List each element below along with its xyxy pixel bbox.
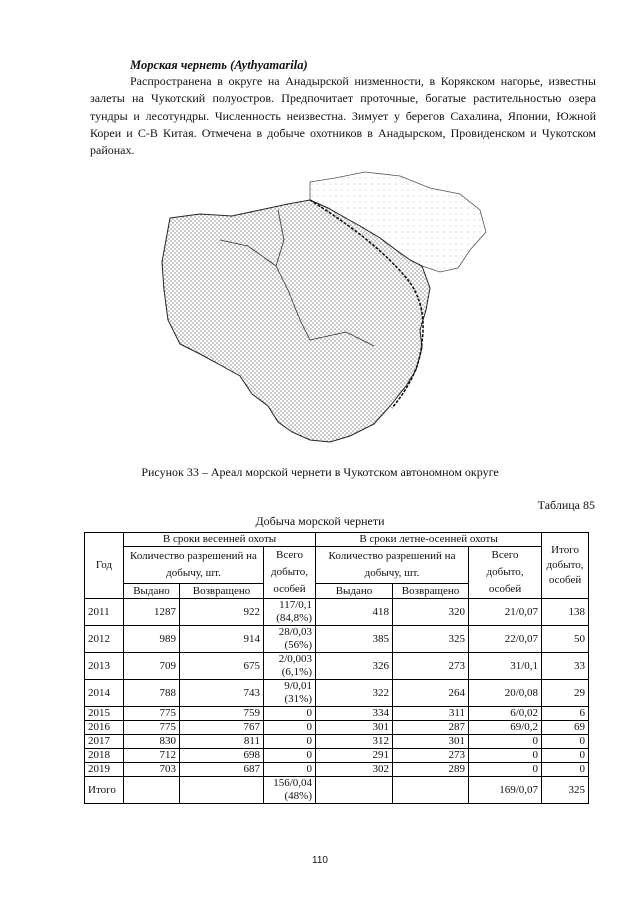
harvest-table	[84, 532, 589, 804]
range-map	[160, 170, 490, 460]
cell-spring-issued: 775	[124, 721, 180, 735]
page-number: 110	[312, 855, 328, 866]
cell-total: 50	[542, 626, 589, 653]
header-total: Итого добыто, особей	[542, 533, 589, 599]
cell-spring-returned: 759	[180, 707, 264, 721]
cell-autumn-returned: 325	[393, 626, 469, 653]
cell-autumn-issued	[316, 777, 393, 804]
cell-spring-issued: 709	[124, 653, 180, 680]
cell-total: 33	[542, 653, 589, 680]
cell-autumn-returned: 287	[393, 721, 469, 735]
table-title: Добыча морской чернети	[255, 514, 385, 528]
cell-spring-returned: 811	[180, 735, 264, 749]
cell-year: 2014	[85, 680, 124, 707]
cell-spring-harvest: 0	[264, 721, 316, 735]
cell-autumn-harvest: 22/0,07	[469, 626, 542, 653]
cell-autumn-harvest: 0	[469, 749, 542, 763]
cell-spring-harvest: 0	[264, 735, 316, 749]
cell-autumn-harvest: 31/0,1	[469, 653, 542, 680]
cell-autumn-returned: 311	[393, 707, 469, 721]
cell-total: 6	[542, 707, 589, 721]
cell-spring-returned: 767	[180, 721, 264, 735]
cell-year: 2017	[85, 735, 124, 749]
header-year: Год	[85, 533, 124, 599]
cell-year: 2011	[85, 599, 124, 626]
cell-autumn-issued: 301	[316, 721, 393, 735]
cell-spring-issued: 775	[124, 707, 180, 721]
header-returned-spring: Возвращено	[180, 584, 264, 599]
cell-autumn-harvest: 69/0,2	[469, 721, 542, 735]
table-label: Таблица 85	[537, 498, 595, 512]
cell-spring-issued: 830	[124, 735, 180, 749]
cell-total: 138	[542, 599, 589, 626]
cell-spring-harvest: 28/0,03 (56%)	[264, 626, 316, 653]
cell-autumn-returned: 289	[393, 763, 469, 777]
cell-year: 2015	[85, 707, 124, 721]
cell-year: 2013	[85, 653, 124, 680]
species-description: Распространена в округе на Анадырской низменности, в Корякском нагорье, известны залеты на Чукотский полуостров. Предпочитает проточные, богатые растительностью озера тундры и лесотундры. Численность неизвестна. Зимует у берегов Сахалина, Японии, Южной Кореи и С-В Китая. Отмечена в добыче охотников в Анадырском, Провиденском и Чукотском районах.	[90, 74, 596, 158]
table-row-total	[85, 777, 589, 804]
cell-autumn-returned	[393, 777, 469, 804]
cell-total: 29	[542, 680, 589, 707]
cell-autumn-harvest: 20/0,08	[469, 680, 542, 707]
cell-total: 0	[542, 749, 589, 763]
table-row	[85, 707, 589, 721]
cell-spring-returned: 675	[180, 653, 264, 680]
cell-spring-returned: 687	[180, 763, 264, 777]
table-row	[85, 749, 589, 763]
species-heading: Морская чернеть (Aythyamarila)	[130, 58, 308, 72]
cell-year: 2016	[85, 721, 124, 735]
cell-spring-harvest: 0	[264, 707, 316, 721]
header-permits-autumn: Количество разрешений на добычу, шт.	[316, 547, 469, 584]
table-row	[85, 721, 589, 735]
header-returned-autumn: Возвращено	[393, 584, 469, 599]
cell-spring-issued: 1287	[124, 599, 180, 626]
cell-autumn-issued: 418	[316, 599, 393, 626]
header-issued-spring: Выдано	[124, 584, 180, 599]
table-row	[85, 626, 589, 653]
cell-autumn-harvest: 21/0,07	[469, 599, 542, 626]
cell-spring-issued: 788	[124, 680, 180, 707]
cell-spring-issued: 712	[124, 749, 180, 763]
cell-autumn-issued: 322	[316, 680, 393, 707]
header-issued-autumn: Выдано	[316, 584, 393, 599]
cell-spring-issued	[124, 777, 180, 804]
header-spring: В сроки весенней охоты	[124, 533, 316, 547]
figure-caption: Рисунок 33 – Ареал морской чернети в Чукотском автономном округе	[141, 465, 499, 479]
header-permits-spring: Количество разрешений на добычу, шт.	[124, 547, 264, 584]
cell-autumn-returned: 273	[393, 749, 469, 763]
cell-year: 2019	[85, 763, 124, 777]
header-harvested-spring: Всего добыто, особей	[264, 547, 316, 599]
table-row	[85, 680, 589, 707]
cell-autumn-harvest: 169/0,07	[469, 777, 542, 804]
cell-spring-returned: 914	[180, 626, 264, 653]
cell-year: Итого	[85, 777, 124, 804]
cell-spring-returned	[180, 777, 264, 804]
header-autumn: В сроки летне-осенней охоты	[316, 533, 542, 547]
cell-autumn-returned: 320	[393, 599, 469, 626]
cell-autumn-harvest: 0	[469, 735, 542, 749]
cell-spring-harvest: 117/0,1 (84,8%)	[264, 599, 316, 626]
table-row	[85, 599, 589, 626]
table-row	[85, 763, 589, 777]
cell-autumn-issued: 385	[316, 626, 393, 653]
cell-year: 2018	[85, 749, 124, 763]
cell-spring-harvest: 0	[264, 763, 316, 777]
cell-spring-issued: 989	[124, 626, 180, 653]
table-row	[85, 653, 589, 680]
cell-total: 0	[542, 735, 589, 749]
cell-total: 69	[542, 721, 589, 735]
cell-autumn-returned: 301	[393, 735, 469, 749]
cell-spring-returned: 922	[180, 599, 264, 626]
table-row	[85, 735, 589, 749]
cell-spring-harvest: 9/0,01 (31%)	[264, 680, 316, 707]
cell-year: 2012	[85, 626, 124, 653]
header-harvested-autumn: Всего добыто, особей	[469, 547, 542, 599]
cell-autumn-issued: 302	[316, 763, 393, 777]
cell-spring-harvest: 0	[264, 749, 316, 763]
cell-spring-issued: 703	[124, 763, 180, 777]
cell-autumn-harvest: 0	[469, 763, 542, 777]
cell-autumn-harvest: 6/0,02	[469, 707, 542, 721]
cell-autumn-returned: 264	[393, 680, 469, 707]
cell-spring-harvest: 2/0,003 (6,1%)	[264, 653, 316, 680]
cell-total: 0	[542, 763, 589, 777]
cell-total: 325	[542, 777, 589, 804]
cell-autumn-issued: 326	[316, 653, 393, 680]
cell-spring-returned: 743	[180, 680, 264, 707]
cell-autumn-issued: 312	[316, 735, 393, 749]
cell-autumn-issued: 334	[316, 707, 393, 721]
cell-spring-returned: 698	[180, 749, 264, 763]
cell-autumn-issued: 291	[316, 749, 393, 763]
cell-spring-harvest: 156/0,04 (48%)	[264, 777, 316, 804]
cell-autumn-returned: 273	[393, 653, 469, 680]
